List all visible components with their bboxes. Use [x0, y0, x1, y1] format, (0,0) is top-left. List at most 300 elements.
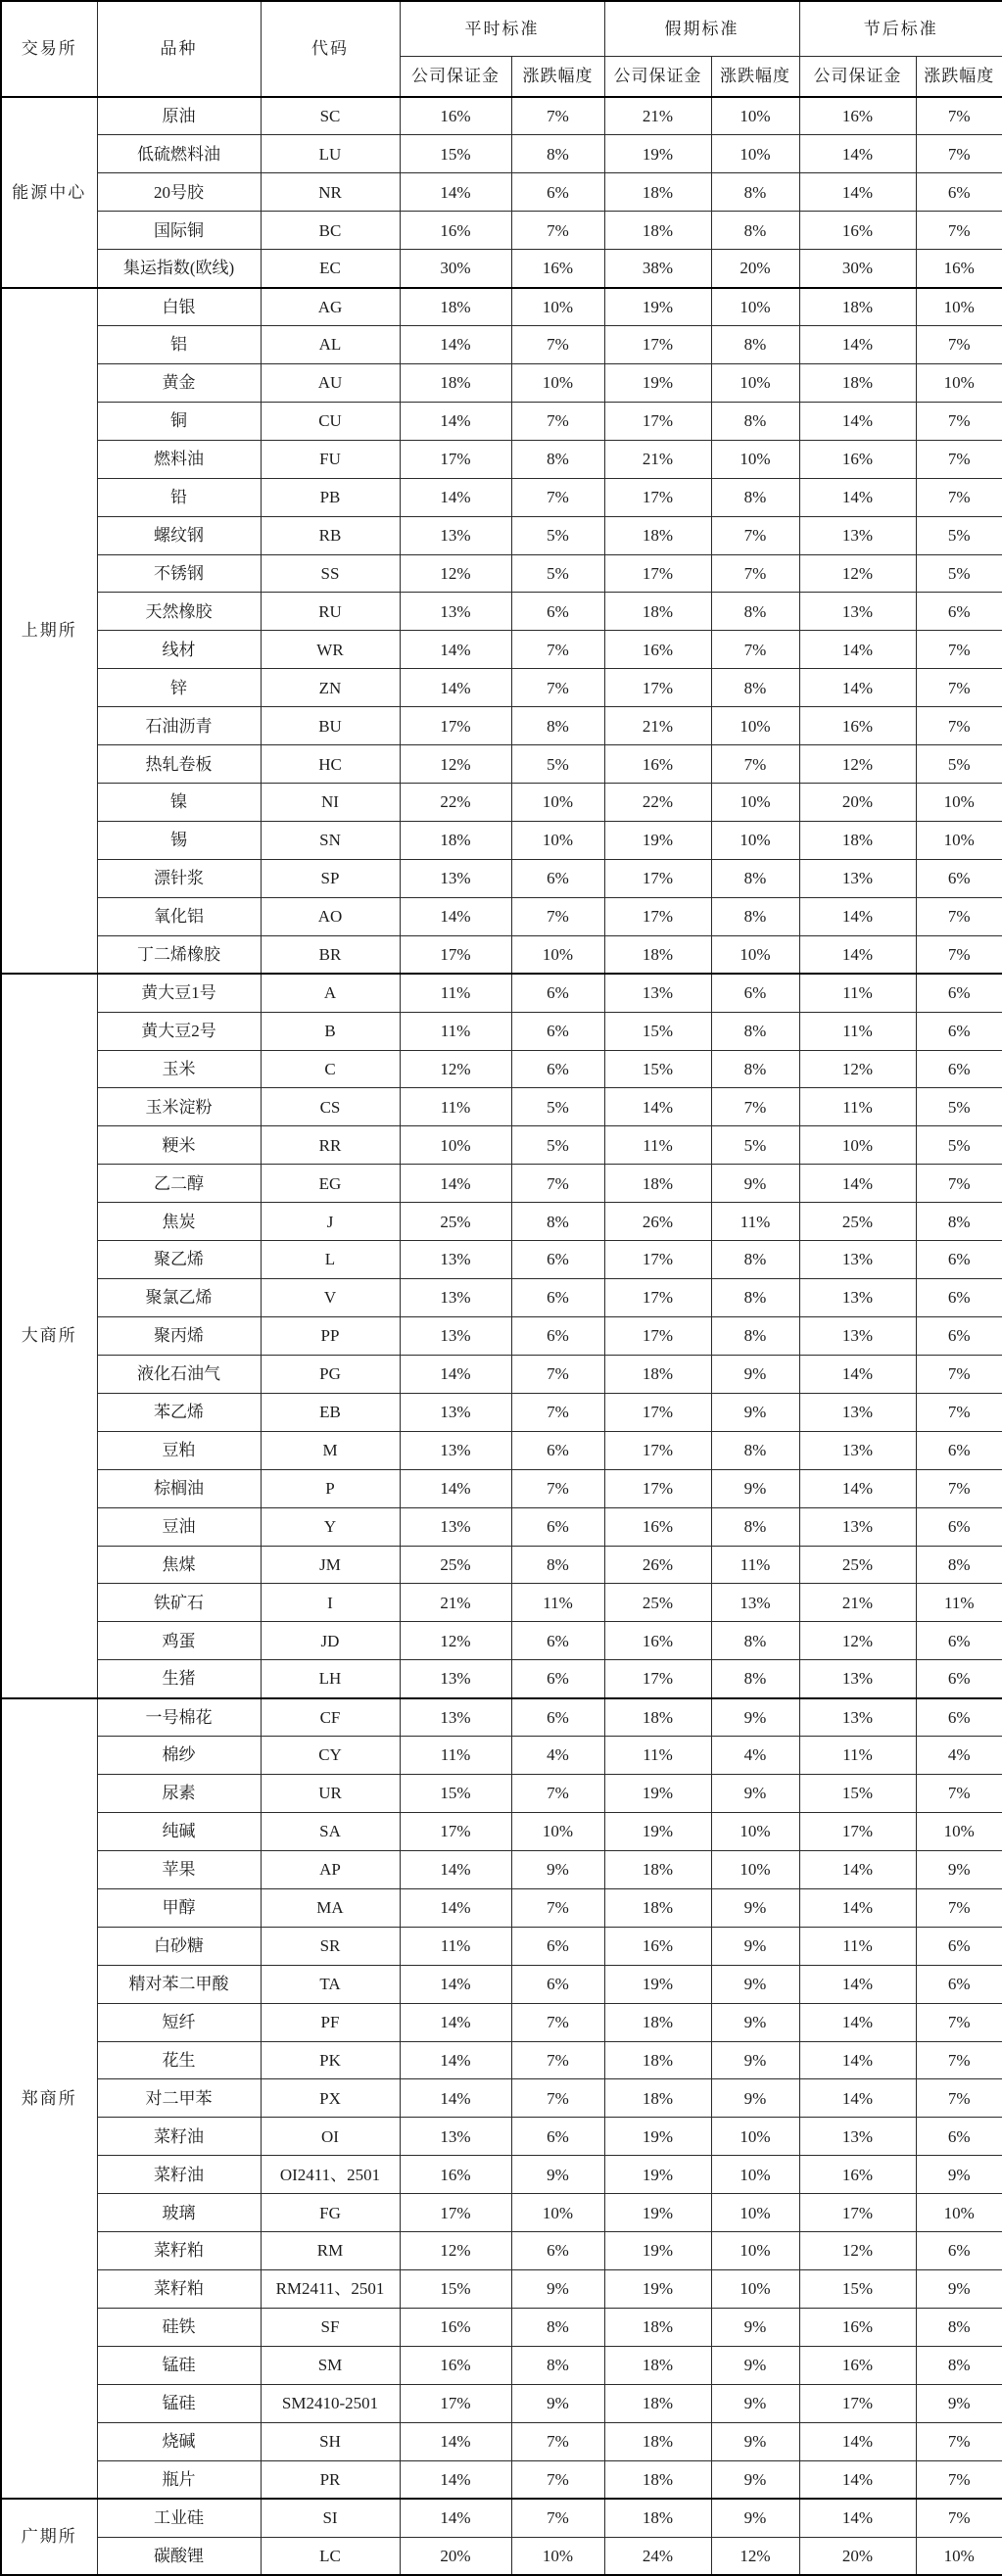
holiday-margin-cell: 11%	[604, 1737, 711, 1775]
table-row	[1, 2537, 1002, 2575]
post-holiday-limit-cell: 7%	[916, 2460, 1002, 2499]
holiday-limit-cell: 11%	[711, 1546, 799, 1584]
normal-limit-cell: 6%	[511, 1965, 604, 2003]
normal-limit-cell: 6%	[511, 1050, 604, 1088]
normal-margin-cell: 14%	[400, 478, 511, 516]
post-holiday-limit-cell: 10%	[916, 1812, 1002, 1850]
product-cell: 鸡蛋	[97, 1622, 261, 1660]
normal-limit-cell: 7%	[511, 2422, 604, 2460]
product-cell: 甲醇	[97, 1888, 261, 1927]
holiday-margin-cell: 17%	[604, 1317, 711, 1356]
holiday-limit-cell: 10%	[711, 822, 799, 860]
normal-margin-cell: 13%	[400, 2118, 511, 2156]
holiday-limit-cell: 20%	[711, 250, 799, 288]
post-holiday-limit-cell: 7%	[916, 2041, 1002, 2079]
table-row	[1, 1660, 1002, 1698]
normal-margin-cell: 13%	[400, 1317, 511, 1356]
holiday-limit-cell: 10%	[711, 2232, 799, 2270]
table-row	[1, 173, 1002, 212]
post-holiday-margin-cell: 18%	[799, 363, 916, 402]
post-holiday-limit-cell: 6%	[916, 1507, 1002, 1546]
table-row	[1, 1927, 1002, 1965]
code-cell: OI2411、2501	[261, 2156, 400, 2194]
post-holiday-limit-cell: 10%	[916, 2194, 1002, 2232]
holiday-limit-cell: 8%	[711, 402, 799, 440]
product-cell: 精对苯二甲酸	[97, 1965, 261, 2003]
code-cell: AP	[261, 1850, 400, 1888]
holiday-margin-cell: 18%	[604, 2384, 711, 2422]
table-row	[1, 2156, 1002, 2194]
holiday-margin-cell: 21%	[604, 97, 711, 135]
post-holiday-margin-cell: 14%	[799, 2422, 916, 2460]
normal-margin-cell: 21%	[400, 1584, 511, 1622]
product-cell: 豆粕	[97, 1431, 261, 1469]
normal-limit-cell: 9%	[511, 2384, 604, 2422]
holiday-limit-cell: 9%	[711, 2460, 799, 2499]
product-cell: 热轧卷板	[97, 745, 261, 784]
product-cell: 线材	[97, 631, 261, 669]
code-cell: RR	[261, 1126, 400, 1165]
header-product: 品种	[97, 1, 261, 97]
normal-margin-cell: 12%	[400, 2232, 511, 2270]
holiday-margin-cell: 17%	[604, 554, 711, 593]
code-cell: WR	[261, 631, 400, 669]
normal-margin-cell: 14%	[400, 1355, 511, 1393]
code-cell: JD	[261, 1622, 400, 1660]
holiday-margin-cell: 17%	[604, 326, 711, 364]
normal-limit-cell: 7%	[511, 1775, 604, 1813]
post-holiday-limit-cell: 7%	[916, 2499, 1002, 2537]
table-row	[1, 1546, 1002, 1584]
post-holiday-limit-cell: 7%	[916, 1888, 1002, 1927]
holiday-margin-cell: 18%	[604, 2079, 711, 2118]
holiday-limit-cell: 9%	[711, 1165, 799, 1203]
normal-limit-cell: 7%	[511, 478, 604, 516]
normal-limit-cell: 6%	[511, 1507, 604, 1546]
table-row	[1, 2118, 1002, 2156]
holiday-limit-cell: 8%	[711, 1507, 799, 1546]
holiday-limit-cell: 8%	[711, 669, 799, 707]
code-cell: SC	[261, 97, 400, 135]
normal-margin-cell: 13%	[400, 859, 511, 897]
post-holiday-limit-cell: 9%	[916, 2270, 1002, 2309]
code-cell: PG	[261, 1355, 400, 1393]
holiday-limit-cell: 8%	[711, 212, 799, 250]
holiday-margin-cell: 19%	[604, 1775, 711, 1813]
normal-limit-cell: 9%	[511, 2270, 604, 2309]
code-cell: SR	[261, 1927, 400, 1965]
post-holiday-limit-cell: 6%	[916, 1050, 1002, 1088]
holiday-limit-cell: 12%	[711, 2537, 799, 2575]
table-row	[1, 1775, 1002, 1813]
normal-limit-cell: 6%	[511, 1622, 604, 1660]
post-holiday-limit-cell: 6%	[916, 173, 1002, 212]
post-holiday-limit-cell: 7%	[916, 2079, 1002, 2118]
exchange-cell: 上期所	[1, 288, 97, 975]
normal-margin-cell: 14%	[400, 402, 511, 440]
product-cell: 一号棉花	[97, 1698, 261, 1737]
post-holiday-limit-cell: 7%	[916, 97, 1002, 135]
holiday-limit-cell: 10%	[711, 2118, 799, 2156]
post-holiday-limit-cell: 8%	[916, 2308, 1002, 2346]
post-holiday-limit-cell: 7%	[916, 1469, 1002, 1507]
holiday-limit-cell: 8%	[711, 593, 799, 631]
normal-limit-cell: 7%	[511, 1165, 604, 1203]
product-cell: 乙二醇	[97, 1165, 261, 1203]
normal-margin-cell: 16%	[400, 212, 511, 250]
normal-limit-cell: 6%	[511, 2118, 604, 2156]
post-holiday-limit-cell: 10%	[916, 784, 1002, 822]
post-holiday-margin-cell: 14%	[799, 2003, 916, 2041]
normal-limit-cell: 7%	[511, 897, 604, 935]
table-row	[1, 1431, 1002, 1469]
header-exchange: 交易所	[1, 1, 97, 97]
table-row	[1, 631, 1002, 669]
product-cell: 菜籽油	[97, 2118, 261, 2156]
post-holiday-margin-cell: 13%	[799, 1660, 916, 1698]
code-cell: PX	[261, 2079, 400, 2118]
header-post-holiday-standard: 节后标准	[799, 1, 1002, 56]
table-row	[1, 859, 1002, 897]
normal-margin-cell: 17%	[400, 1812, 511, 1850]
post-holiday-limit-cell: 7%	[916, 326, 1002, 364]
table-row	[1, 1165, 1002, 1203]
holiday-limit-cell: 8%	[711, 1241, 799, 1279]
normal-limit-cell: 7%	[511, 2460, 604, 2499]
post-holiday-limit-cell: 6%	[916, 1241, 1002, 1279]
holiday-limit-cell: 6%	[711, 974, 799, 1012]
post-holiday-limit-cell: 7%	[916, 1165, 1002, 1203]
table-row	[1, 1469, 1002, 1507]
holiday-margin-cell: 18%	[604, 2041, 711, 2079]
holiday-limit-cell: 9%	[711, 2499, 799, 2537]
code-cell: LH	[261, 1660, 400, 1698]
post-holiday-limit-cell: 6%	[916, 2118, 1002, 2156]
normal-limit-cell: 10%	[511, 784, 604, 822]
holiday-margin-cell: 14%	[604, 1088, 711, 1126]
normal-limit-cell: 9%	[511, 1850, 604, 1888]
normal-margin-cell: 14%	[400, 2422, 511, 2460]
post-holiday-limit-cell: 7%	[916, 935, 1002, 974]
normal-limit-cell: 5%	[511, 516, 604, 554]
holiday-limit-cell: 8%	[711, 1660, 799, 1698]
post-holiday-margin-cell: 18%	[799, 822, 916, 860]
post-holiday-limit-cell: 7%	[916, 1393, 1002, 1431]
product-cell: 镍	[97, 784, 261, 822]
post-holiday-margin-cell: 14%	[799, 631, 916, 669]
holiday-margin-cell: 19%	[604, 288, 711, 326]
holiday-margin-cell: 19%	[604, 2194, 711, 2232]
holiday-limit-cell: 9%	[711, 2041, 799, 2079]
code-cell: RM	[261, 2232, 400, 2270]
product-cell: 瓶片	[97, 2460, 261, 2499]
post-holiday-margin-cell: 20%	[799, 2537, 916, 2575]
post-holiday-limit-cell: 16%	[916, 250, 1002, 288]
holiday-margin-cell: 16%	[604, 1507, 711, 1546]
normal-limit-cell: 4%	[511, 1737, 604, 1775]
post-holiday-limit-cell: 7%	[916, 2422, 1002, 2460]
normal-margin-cell: 13%	[400, 516, 511, 554]
holiday-margin-cell: 17%	[604, 1660, 711, 1698]
holiday-limit-cell: 8%	[711, 173, 799, 212]
post-holiday-limit-cell: 8%	[916, 2346, 1002, 2384]
header-holiday-limit: 涨跌幅度	[711, 56, 799, 97]
normal-limit-cell: 7%	[511, 2499, 604, 2537]
post-holiday-margin-cell: 18%	[799, 288, 916, 326]
header-holiday-standard: 假期标准	[604, 1, 799, 56]
product-cell: 锰硅	[97, 2346, 261, 2384]
post-holiday-margin-cell: 16%	[799, 2156, 916, 2194]
holiday-limit-cell: 10%	[711, 935, 799, 974]
normal-limit-cell: 11%	[511, 1584, 604, 1622]
code-cell: I	[261, 1584, 400, 1622]
normal-margin-cell: 13%	[400, 1393, 511, 1431]
product-cell: 原油	[97, 97, 261, 135]
holiday-limit-cell: 10%	[711, 1812, 799, 1850]
post-holiday-margin-cell: 13%	[799, 859, 916, 897]
normal-limit-cell: 6%	[511, 1012, 604, 1050]
normal-margin-cell: 15%	[400, 135, 511, 173]
post-holiday-margin-cell: 17%	[799, 2194, 916, 2232]
post-holiday-margin-cell: 14%	[799, 2499, 916, 2537]
product-cell: 玉米淀粉	[97, 1088, 261, 1126]
post-holiday-margin-cell: 11%	[799, 1927, 916, 1965]
normal-limit-cell: 8%	[511, 1203, 604, 1241]
code-cell: EG	[261, 1165, 400, 1203]
holiday-margin-cell: 19%	[604, 363, 711, 402]
post-holiday-margin-cell: 11%	[799, 974, 916, 1012]
post-holiday-margin-cell: 15%	[799, 1775, 916, 1813]
table-row	[1, 212, 1002, 250]
table-row	[1, 784, 1002, 822]
post-holiday-margin-cell: 13%	[799, 1241, 916, 1279]
product-cell: 生猪	[97, 1660, 261, 1698]
product-cell: 苹果	[97, 1850, 261, 1888]
post-holiday-limit-cell: 5%	[916, 554, 1002, 593]
normal-margin-cell: 11%	[400, 1012, 511, 1050]
product-cell: 工业硅	[97, 2499, 261, 2537]
code-cell: BC	[261, 212, 400, 250]
normal-margin-cell: 14%	[400, 2041, 511, 2079]
holiday-margin-cell: 21%	[604, 440, 711, 478]
holiday-margin-cell: 19%	[604, 822, 711, 860]
post-holiday-limit-cell: 9%	[916, 2384, 1002, 2422]
holiday-limit-cell: 9%	[711, 2003, 799, 2041]
post-holiday-margin-cell: 11%	[799, 1012, 916, 1050]
normal-limit-cell: 7%	[511, 669, 604, 707]
product-cell: 白砂糖	[97, 1927, 261, 1965]
post-holiday-limit-cell: 11%	[916, 1584, 1002, 1622]
holiday-limit-cell: 9%	[711, 2346, 799, 2384]
table-row	[1, 2232, 1002, 2270]
code-cell: C	[261, 1050, 400, 1088]
normal-limit-cell: 8%	[511, 440, 604, 478]
post-holiday-limit-cell: 6%	[916, 1431, 1002, 1469]
post-holiday-margin-cell: 12%	[799, 745, 916, 784]
product-cell: 碳酸锂	[97, 2537, 261, 2575]
table-row	[1, 669, 1002, 707]
table-row	[1, 554, 1002, 593]
holiday-limit-cell: 8%	[711, 1279, 799, 1317]
normal-margin-cell: 14%	[400, 1850, 511, 1888]
holiday-margin-cell: 18%	[604, 2460, 711, 2499]
normal-limit-cell: 5%	[511, 554, 604, 593]
table-row	[1, 2079, 1002, 2118]
table-header	[1, 1, 1002, 97]
post-holiday-limit-cell: 5%	[916, 516, 1002, 554]
holiday-limit-cell: 9%	[711, 2384, 799, 2422]
post-holiday-margin-cell: 13%	[799, 1507, 916, 1546]
code-cell: PR	[261, 2460, 400, 2499]
holiday-limit-cell: 9%	[711, 1927, 799, 1965]
holiday-margin-cell: 15%	[604, 1050, 711, 1088]
normal-margin-cell: 14%	[400, 2079, 511, 2118]
product-cell: 不锈钢	[97, 554, 261, 593]
normal-margin-cell: 13%	[400, 1279, 511, 1317]
post-holiday-limit-cell: 8%	[916, 1546, 1002, 1584]
normal-limit-cell: 5%	[511, 1088, 604, 1126]
post-holiday-margin-cell: 10%	[799, 1126, 916, 1165]
normal-limit-cell: 10%	[511, 1812, 604, 1850]
normal-margin-cell: 13%	[400, 1507, 511, 1546]
code-cell: AU	[261, 363, 400, 402]
holiday-margin-cell: 25%	[604, 1584, 711, 1622]
normal-limit-cell: 6%	[511, 1317, 604, 1356]
post-holiday-limit-cell: 7%	[916, 212, 1002, 250]
normal-margin-cell: 18%	[400, 288, 511, 326]
table-row	[1, 593, 1002, 631]
normal-margin-cell: 15%	[400, 1775, 511, 1813]
header-normal-margin: 公司保证金	[400, 56, 511, 97]
holiday-margin-cell: 13%	[604, 974, 711, 1012]
normal-limit-cell: 10%	[511, 2194, 604, 2232]
normal-margin-cell: 17%	[400, 935, 511, 974]
holiday-margin-cell: 18%	[604, 173, 711, 212]
code-cell: EB	[261, 1393, 400, 1431]
holiday-limit-cell: 8%	[711, 859, 799, 897]
table-row	[1, 1507, 1002, 1546]
normal-margin-cell: 17%	[400, 2384, 511, 2422]
holiday-margin-cell: 19%	[604, 2270, 711, 2309]
holiday-margin-cell: 17%	[604, 1279, 711, 1317]
holiday-margin-cell: 17%	[604, 1469, 711, 1507]
post-holiday-margin-cell: 14%	[799, 1850, 916, 1888]
normal-margin-cell: 20%	[400, 2537, 511, 2575]
post-holiday-limit-cell: 6%	[916, 1660, 1002, 1698]
table-row	[1, 2384, 1002, 2422]
product-cell: 石油沥青	[97, 707, 261, 745]
product-cell: 锰硅	[97, 2384, 261, 2422]
normal-limit-cell: 16%	[511, 250, 604, 288]
post-holiday-limit-cell: 7%	[916, 1775, 1002, 1813]
post-holiday-margin-cell: 14%	[799, 173, 916, 212]
code-cell: AG	[261, 288, 400, 326]
product-cell: 国际铜	[97, 212, 261, 250]
product-cell: 硅铁	[97, 2308, 261, 2346]
table-row	[1, 822, 1002, 860]
normal-margin-cell: 13%	[400, 1660, 511, 1698]
product-cell: 黄金	[97, 363, 261, 402]
holiday-limit-cell: 10%	[711, 135, 799, 173]
post-holiday-margin-cell: 16%	[799, 707, 916, 745]
code-cell: CF	[261, 1698, 400, 1737]
post-holiday-margin-cell: 14%	[799, 1888, 916, 1927]
normal-limit-cell: 7%	[511, 631, 604, 669]
post-holiday-margin-cell: 16%	[799, 212, 916, 250]
holiday-limit-cell: 5%	[711, 1126, 799, 1165]
normal-margin-cell: 18%	[400, 822, 511, 860]
normal-margin-cell: 18%	[400, 363, 511, 402]
post-holiday-margin-cell: 14%	[799, 669, 916, 707]
table-row	[1, 897, 1002, 935]
holiday-limit-cell: 8%	[711, 1317, 799, 1356]
holiday-margin-cell: 16%	[604, 1622, 711, 1660]
normal-margin-cell: 14%	[400, 1888, 511, 1927]
holiday-margin-cell: 19%	[604, 1965, 711, 2003]
product-cell: 黄大豆1号	[97, 974, 261, 1012]
code-cell: FU	[261, 440, 400, 478]
post-holiday-limit-cell: 6%	[916, 1622, 1002, 1660]
post-holiday-limit-cell: 7%	[916, 897, 1002, 935]
holiday-limit-cell: 8%	[711, 1050, 799, 1088]
product-cell: 玉米	[97, 1050, 261, 1088]
holiday-limit-cell: 7%	[711, 516, 799, 554]
holiday-limit-cell: 10%	[711, 97, 799, 135]
product-cell: 白银	[97, 288, 261, 326]
code-cell: SM	[261, 2346, 400, 2384]
code-cell: L	[261, 1241, 400, 1279]
normal-margin-cell: 13%	[400, 1431, 511, 1469]
holiday-limit-cell: 7%	[711, 631, 799, 669]
normal-margin-cell: 12%	[400, 1622, 511, 1660]
product-cell: 丁二烯橡胶	[97, 935, 261, 974]
holiday-limit-cell: 8%	[711, 1012, 799, 1050]
product-cell: 燃料油	[97, 440, 261, 478]
normal-limit-cell: 8%	[511, 1546, 604, 1584]
code-cell: PP	[261, 1317, 400, 1356]
post-holiday-margin-cell: 21%	[799, 1584, 916, 1622]
table-row	[1, 1888, 1002, 1927]
holiday-limit-cell: 9%	[711, 1775, 799, 1813]
normal-margin-cell: 17%	[400, 707, 511, 745]
normal-limit-cell: 10%	[511, 822, 604, 860]
exchange-cell: 广期所	[1, 2499, 97, 2575]
product-cell: 棕榈油	[97, 1469, 261, 1507]
normal-margin-cell: 17%	[400, 2194, 511, 2232]
table-row	[1, 97, 1002, 135]
holiday-margin-cell: 18%	[604, 2422, 711, 2460]
holiday-limit-cell: 9%	[711, 2079, 799, 2118]
product-cell: 聚氯乙烯	[97, 1279, 261, 1317]
normal-limit-cell: 6%	[511, 1660, 604, 1698]
post-holiday-margin-cell: 14%	[799, 2460, 916, 2499]
code-cell: ZN	[261, 669, 400, 707]
product-cell: 纯碱	[97, 1812, 261, 1850]
normal-limit-cell: 6%	[511, 1279, 604, 1317]
holiday-margin-cell: 26%	[604, 1546, 711, 1584]
holiday-margin-cell: 19%	[604, 2232, 711, 2270]
normal-margin-cell: 16%	[400, 2346, 511, 2384]
normal-limit-cell: 10%	[511, 935, 604, 974]
holiday-margin-cell: 18%	[604, 516, 711, 554]
normal-limit-cell: 7%	[511, 2003, 604, 2041]
table-row	[1, 2194, 1002, 2232]
product-cell: 低硫燃料油	[97, 135, 261, 173]
normal-limit-cell: 10%	[511, 288, 604, 326]
post-holiday-margin-cell: 16%	[799, 97, 916, 135]
table-row	[1, 2308, 1002, 2346]
post-holiday-margin-cell: 11%	[799, 1737, 916, 1775]
